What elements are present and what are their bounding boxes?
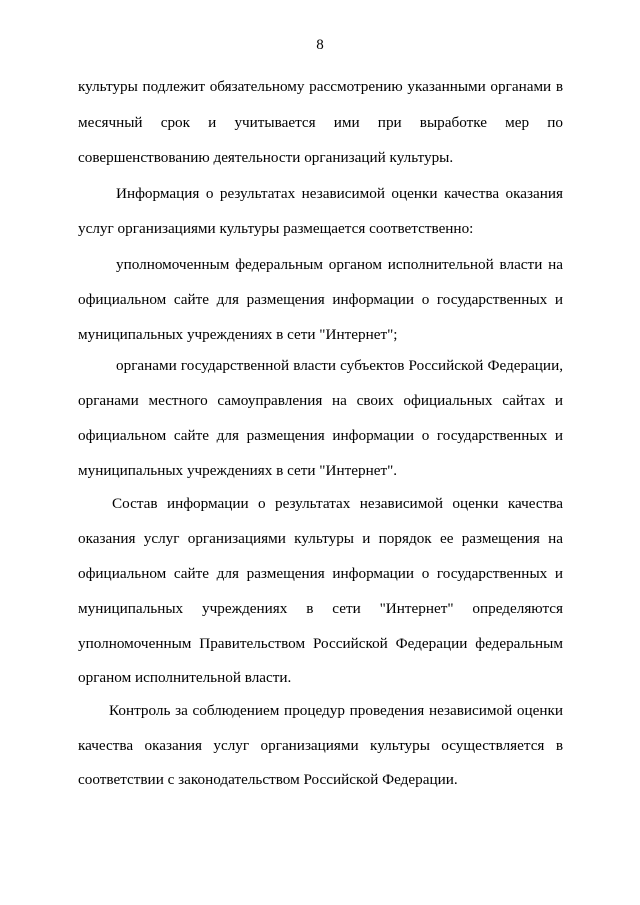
paragraph-4-line-4: муниципальных учреждениях в сети "Интернет".: [78, 462, 398, 479]
paragraph-6-line-2: качества оказания услуг организациями культуры осуществляется в: [78, 737, 563, 754]
paragraph-4-line-2: органами местного самоуправления на своих официальных сайтах и: [78, 392, 563, 409]
paragraph-4-line-1: органами государственной власти субъектов Российской Федерации,: [116, 357, 563, 374]
paragraph-2-line-2: услуг организациями культуры размещается соответственно:: [78, 220, 474, 237]
paragraph-2-line-1: Информация о результатах независимой оценки качества оказания: [116, 185, 563, 202]
paragraph-5-line-5: уполномоченным Правительством Российской Федерации федеральным: [78, 635, 563, 652]
page-number: 8: [316, 37, 324, 53]
paragraph-5-line-1: Состав информации о результатах независимой оценки качества: [112, 495, 563, 512]
paragraph-1-line-2: месячный срок и учитывается ими при выработке мер по: [78, 114, 563, 131]
paragraph-6-line-1: Контроль за соблюдением процедур проведения независимой оценки: [109, 702, 563, 719]
paragraph-4-line-3: официальном сайте для размещения информации о государственных и: [78, 427, 563, 444]
paragraph-3-line-2: официальном сайте для размещения информации о государственных и: [78, 291, 563, 308]
paragraph-3-line-3: муниципальных учреждениях в сети "Интернет";: [78, 326, 398, 343]
paragraph-6-line-3: соответствии с законодательством Российской Федерации.: [78, 771, 458, 788]
paragraph-5-line-6: органом исполнительной власти.: [78, 669, 292, 686]
paragraph-1-line-1: культуры подлежит обязательному рассмотрению указанными органами в: [78, 78, 563, 95]
paragraph-3-line-1: уполномоченным федеральным органом исполнительной власти на: [116, 256, 563, 273]
paragraph-5-line-4: муниципальных учреждениях в сети "Интернет" определяются: [78, 600, 563, 617]
paragraph-1-line-3: совершенствованию деятельности организаций культуры.: [78, 149, 454, 166]
paragraph-5-line-3: официальном сайте для размещения информации о государственных и: [78, 565, 563, 582]
paragraph-5-line-2: оказания услуг организациями культуры и порядок ее размещения на: [78, 530, 563, 547]
